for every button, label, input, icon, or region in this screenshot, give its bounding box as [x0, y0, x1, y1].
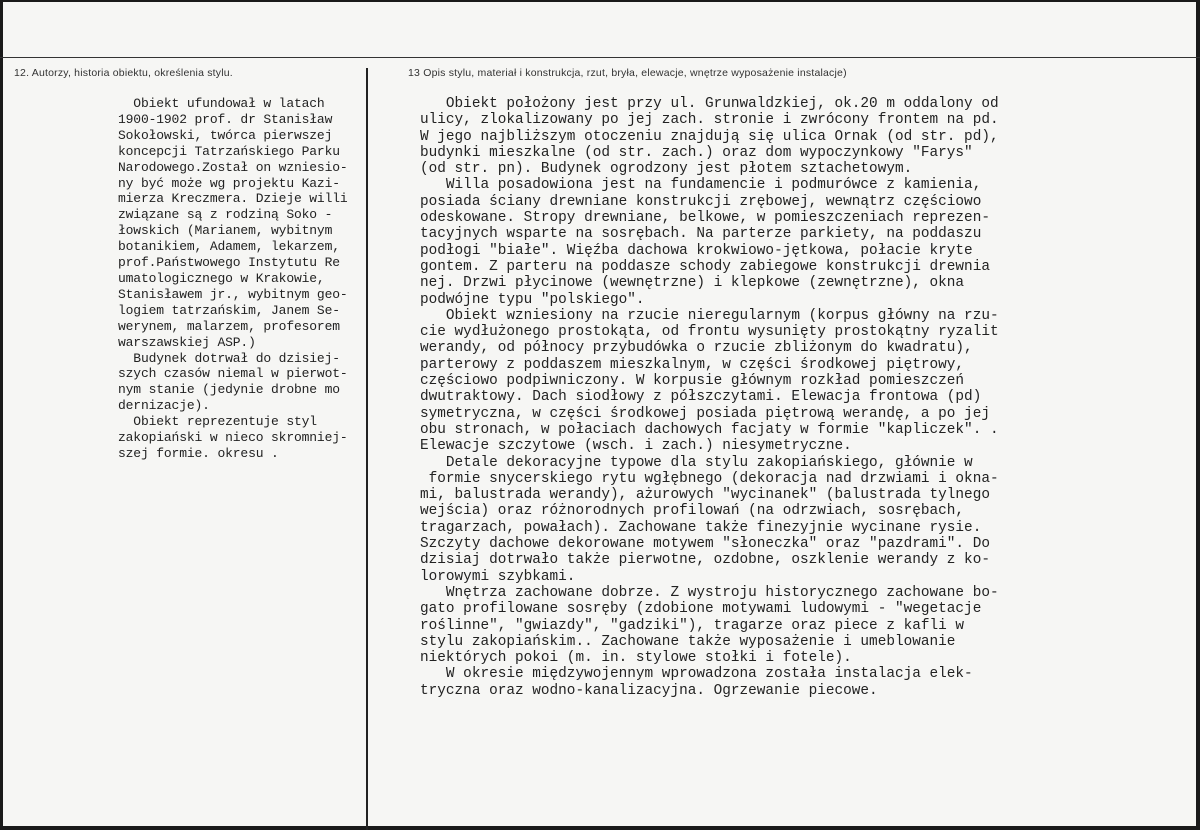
description-text-line: nej. Drzwi płycinowe (wewnętrzne) i klepkowe (zewnętrzne), okna: [420, 275, 965, 292]
description-text-line: symetryczna, w części środkowej posiada piętrową werandę, a po jej: [420, 405, 990, 422]
history-text-line: warszawskiej ASP.): [118, 334, 256, 350]
description-text-line: tragarzach, powałach). Zachowane także finezyjnie wycinane rysie.: [420, 519, 982, 536]
description-text-line: niektórych pokoi (m. in. stylowe stołki i fotele).: [420, 650, 852, 667]
column-divider: [366, 68, 368, 830]
description-text-line: Obiekt położony jest przy ul. Grunwaldzkiej, ok.20 m oddalony od: [420, 96, 999, 112]
description-text-line: W jego najbliższym otoczeniu znajdują się ulica Ornak (od str. pd),: [420, 128, 999, 145]
history-text-column: [118, 96, 363, 462]
section-13-heading: 13 Opis stylu, materiał i konstrukcja, rzut, bryła, elewacje, wnętrze wyposażenie instalacje): [408, 67, 847, 79]
description-text-line: gontem. Z parteru na poddasze schody zabiegowe konstrukcji drewnia: [420, 258, 990, 275]
description-text-line: częściowo podpiwniczony. W korpusie głównym rozkład pomieszczeń: [420, 373, 965, 390]
page-border-left: [0, 0, 3, 830]
history-text-line: szych czasów niemal w pierwot-: [118, 366, 348, 382]
history-text-line: prof.Państwowego Instytutu Re: [118, 255, 340, 271]
page-border-top: [0, 0, 1200, 2]
description-text-line: obu stronach, w połaciach dachowych facjaty w formie "kapliczek". .: [420, 421, 999, 438]
description-text-line: roślinne", "gwiazdy", "gadziki"), tragarze oraz piece z kafli w: [420, 617, 965, 634]
description-text-line: dzisiaj dotrwało także pierwotne, ozdobne, oszklenie werandy z ko-: [420, 552, 990, 569]
description-text-line: lorowymi szybkami.: [420, 568, 576, 585]
description-text-line: ulicy, zlokalizowany po jej zach. stronie i zwrócony frontem na pd.: [420, 112, 999, 129]
description-text-line: Szczyty dachowe dekorowane motywem "słoneczka" oraz "pazdrami". Do: [420, 536, 990, 553]
description-text-line: W okresie międzywojennym wprowadzona została instalacja elek-: [420, 666, 973, 683]
description-text-line: Wnętrza zachowane dobrze. Z wystroju historycznego zachowane bo-: [420, 584, 999, 601]
description-text-line: parterowy z poddaszem mieszkalnym, w części środkowej piętrowy,: [420, 356, 965, 373]
history-text-line: Stanisławem jr., wybitnym geo-: [118, 286, 348, 302]
history-text-line: 1900-1902 prof. dr Stanisław: [118, 111, 333, 127]
description-text-line: budynki mieszkalne (od str. zach.) oraz dom wypoczynkowy "Farys": [420, 144, 973, 161]
history-text-line: logiem tatrzańskim, Janem Se-: [118, 302, 340, 318]
history-text-line: nym stanie (jedynie drobne mo: [118, 382, 340, 398]
description-text-line: mi, balustrada werandy), ażurowych "wycinanek" (balustrada tylnego: [420, 487, 990, 504]
description-text-line: podwójne typu "polskiego".: [420, 291, 645, 308]
description-text-line: Willa posadowiona jest na fundamencie i podmurówce z kamienia,: [420, 177, 982, 194]
description-text-line: posiada ściany drewniane konstrukcji zrębowej, wewnątrz częściowo: [420, 193, 982, 210]
description-text-line: (od str. pn). Budynek ogrodzony jest płotem sztachetowym.: [420, 161, 913, 178]
description-text-line: Detale dekoracyjne typowe dla stylu zakopiańskiego, głównie w: [420, 454, 973, 471]
section-12-heading: 12. Autorzy, historia obiektu, określenia stylu.: [14, 67, 233, 79]
description-text-column: [420, 96, 1100, 699]
page-border-bottom: [0, 826, 1200, 830]
history-text-line: Sokołowski, twórca pierwszej: [118, 127, 333, 143]
description-text-line: tryczna oraz wodno-kanalizacyjna. Ogrzewanie piecowe.: [420, 682, 878, 699]
description-text-line: formie snycerskiego rytu wgłębnego (dekoracja nad drzwiami i okna-: [420, 470, 999, 487]
description-text-line: tacyjnych wsparte na sosrębach. Na parterze parkiety, na poddaszu: [420, 226, 982, 243]
history-text-line: Narodowego.Został on wzniesio-: [118, 159, 348, 175]
history-text-line: dernizacje).: [118, 398, 210, 414]
page-border-right: [1196, 0, 1200, 830]
history-text-line: werynem, malarzem, profesorem: [118, 318, 340, 334]
description-text-line: podłogi "białe". Więźba dachowa krokwiowo-jętkowa, połacie kryte: [420, 242, 973, 259]
description-text-line: wejścia) oraz różnorodnych profilowań (na odrzwiach, sosrębach,: [420, 503, 965, 520]
description-text-line: gato profilowane sosręby (zdobione motywami ludowymi - "wegetacje: [420, 601, 982, 618]
history-text-line: związane są z rodziną Soko -: [118, 207, 333, 223]
history-text-line: umatologicznego w Krakowie,: [118, 270, 325, 286]
description-text-line: stylu zakopiańskim.. Zachowane także wyposażenie i umeblowanie: [420, 633, 956, 650]
description-text-line: Obiekt wzniesiony na rzucie nieregularnym (korpus główny na rzu-: [420, 307, 999, 324]
history-text-line: botanikiem, Adamem, lekarzem,: [118, 239, 340, 255]
header-divider: [0, 57, 1200, 58]
description-text-line: odeskowane. Stropy drewniane, belkowe, w pomieszczeniach reprezen-: [420, 210, 990, 227]
description-text-line: cie wydłużonego prostokąta, od frontu wysunięty prostokątny ryzalit: [420, 324, 999, 341]
description-text-line: werandy, od północy przybudówka o rzucie zbliżonym do kwadratu),: [420, 340, 973, 357]
history-text-line: Obiekt ufundował w latach: [118, 96, 325, 111]
history-text-line: koncepcji Tatrzańskiego Parku: [118, 143, 340, 159]
history-text-line: szej formie. okresu .: [118, 445, 279, 461]
history-text-line: mierza Kreczmera. Dzieje willi: [118, 191, 348, 207]
history-text-line: zakopiański w nieco skromniej-: [118, 430, 348, 446]
history-text-line: ny być może wg projektu Kazi-: [118, 175, 340, 191]
description-text-line: Elewacje szczytowe (wsch. i zach.) niesymetryczne.: [420, 438, 852, 455]
history-text-line: Obiekt reprezentuje styl: [118, 414, 317, 430]
history-text-line: łowskich (Marianem, wybitnym: [118, 223, 333, 239]
history-text-line: Budynek dotrwał do dzisiej-: [118, 350, 340, 366]
description-text-line: dwutraktowy. Dach siodłowy z półszczytami. Elewacja frontowa (pd): [420, 389, 982, 406]
